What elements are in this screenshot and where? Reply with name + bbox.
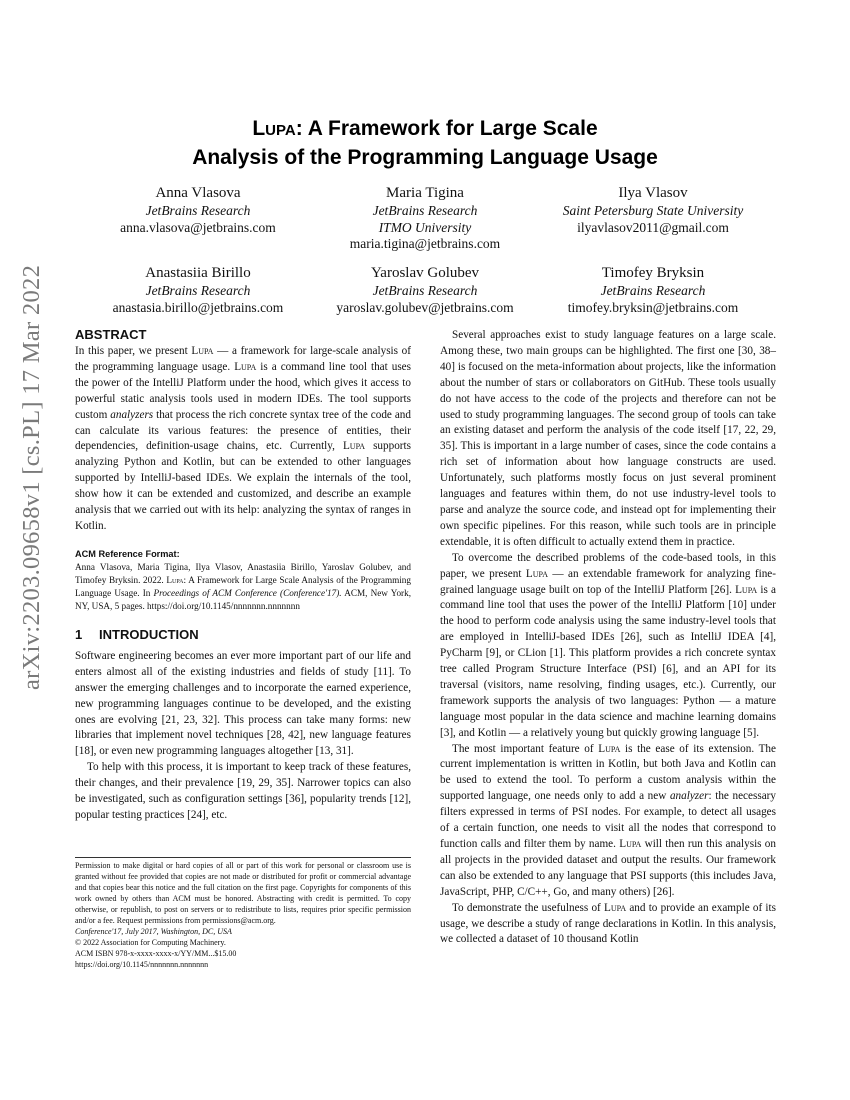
introduction-paragraph: Software engineering becomes an ever more important part of our life and enters almost all of the existing industries and fields of study [11]. To answer the emerging challenges and to incorporate the earned experience, new programming languages continue to be developed, and the existing ones are evolving [21, 23, 32]. This process can take many forms: new libraries that implement novel techniques [28, 42], new language features [18], or even new programming languages altogether [13, 31]. <box>75 649 411 758</box>
body-paragraph: The most important feature of Lupa is the ease of its extension. The current implementation is written in Kotlin, but both Java and Kotlin can be used to extend the tool. To perform a custom analysis within the supported language, one needs only to add a new analyzer: the necessary filters expressed in terms of PSI nodes. For example, to detect all usages of a certain function, one needs to visit all the nodes that correspond to function calls and filter them by name. Lupa will then run this analysis on all projects in the provided dataset and output the results. Our framework can also be extended to any language that PSI supports (this includes Java, JavaScript, PHP, C/C++, Go, and many others) [26]. <box>440 742 776 898</box>
author-affiliation: Saint Petersburg State University <box>562 203 744 218</box>
author-block <box>68 184 328 236</box>
acm-reference-body: Anna Vlasova, Maria Tigina, Ilya Vlasov, Anastasiia Birillo, Yaroslav Golubev, and Timofey Bryksin. 2022. Lupa: A Framework for Large Scale Analysis of the Programming Language Usage. In Proceedings of ACM Conference (Conference'17). ACM, New York, NY, USA, 5 pages. https://doi.org/10.1145/nnnnnnn.nnnnnnn <box>75 561 411 611</box>
author-name: Anastasiia Birillo <box>145 265 251 281</box>
author-block <box>295 184 555 253</box>
author-email: anastasia.birillo@jetbrains.com <box>112 299 284 315</box>
author-block <box>68 264 328 316</box>
conference-info: Conference'17, July 2017, Washington, DC, USA <box>75 927 232 936</box>
author-block <box>295 264 555 316</box>
author-email: ilyavlasov2011@gmail.com <box>577 219 729 235</box>
body-paragraph: To overcome the described problems of the code-based tools, in this paper, we present Lupa — an extendable framework for analyzing fine-grained language usage built on top of the IntelliJ Platform [26]. Lupa is a command line tool that uses the power of the IntelliJ Platform [10] under the hood to perform code analysis using the same industry-level tools that are employed in IntelliJ-based IDEs [26], such as IntelliJ IDEA [4], PyCharm [9], or CLion [1]. This platform provides a rich concrete syntax tree called Program Structure Interface (PSI) [6], and an API for its traversal (visitors, name resolving, finding usages, etc.). Currently, our framework supports the analysis of two languages: Python — a mature language most popular in the data science and machine learning domains [3], and Kotlin — a relatively young but quickly growing language [5]. <box>440 551 776 739</box>
author-name: Anna Vlasova <box>155 185 241 201</box>
paper-title <box>0 114 850 172</box>
right-column <box>440 328 776 948</box>
doi-line: https://doi.org/10.1145/nnnnnnn.nnnnnnn <box>75 960 209 969</box>
title-line1: : A Framework for Large Scale <box>295 117 598 140</box>
introduction-heading: 1 INTRODUCTION <box>75 626 199 642</box>
arxiv-identifier: arXiv:2203.09658v1 [cs.PL] 17 Mar 2022 <box>18 264 45 690</box>
title-line2: Analysis of the Programming Language Usage <box>192 146 658 169</box>
author-affiliation: JetBrains Research <box>145 203 251 218</box>
author-name: Maria Tigina <box>386 185 464 201</box>
left-column <box>75 326 411 824</box>
author-block <box>523 264 783 316</box>
body-paragraph: To demonstrate the usefulness of Lupa and to provide an example of its usage, we describe a study of range declarations in Kotlin. In this analysis, we collected a dataset of 10 thousand Kotlin <box>440 901 776 946</box>
acm-reference-heading: ACM Reference Format: <box>75 548 180 559</box>
author-name: Ilya Vlasov <box>618 185 688 201</box>
author-affiliation: ITMO University <box>378 219 472 235</box>
title-tool-name: Lupa <box>252 117 296 140</box>
author-name: Timofey Bryksin <box>601 265 705 281</box>
author-block <box>523 184 783 236</box>
author-affiliation: JetBrains Research <box>372 283 478 298</box>
author-name: Yaroslav Golubev <box>370 265 480 281</box>
isbn-line: ACM ISBN 978-x-xxxx-xxxx-x/YY/MM...$15.00 <box>75 949 237 958</box>
author-email: timofey.bryksin@jetbrains.com <box>567 299 739 315</box>
author-affiliation: JetBrains Research <box>372 203 478 218</box>
abstract-body: In this paper, we present Lupa — a framework for large-scale analysis of the programming language usage. Lupa is a command line tool that uses the power of the IntelliJ Platform under the hood, which gives it access to powerful static analysis tools used in modern IDEs. The tool supports custom analyzers that process the rich concrete syntax tree of the code and can calculate its various features: the presence of entities, their dependencies, definition-usage chains, etc. Currently, Lupa supports analyzing Python and Kotlin, but can be extended to other languages supported by IntelliJ-based IDEs. We explain the internals of the tool, show how it can be extended and customized, and describe an example analysis that we carried out with its help: analyzing the syntax of ranges in Kotlin. <box>75 345 411 532</box>
body-paragraph: Several approaches exist to study language features on a large scale. Among these, two main groups can be highlighted. The first one [30, 38–40] is focused on the meta-information about projects, like the information about the number of stars or collaborators on GitHub. These tools usually do not have access to the code of the projects and therefore can not be used to study programming languages. The second group of tools can take an existing dataset and perform the analysis of the code itself [17, 22, 29, 35]. This is important in a large number of cases, since the code contains a rich set of information about how language constructs are used. Unfortunately, such platforms mostly focus on just several prominent languages and features within them, do not use industry-level tools to parse and analyze the source code, and instead opt for implementing their own specific pipelines. For this reason, while such tools are in principle extendable, it is often difficult to actually extend them in practice. <box>440 329 776 548</box>
author-email: yaroslav.golubev@jetbrains.com <box>336 299 514 315</box>
copyright-footnote <box>75 857 411 970</box>
author-affiliation: JetBrains Research <box>145 283 251 298</box>
permission-notice: Permission to make digital or hard copies of all or part of this work for personal or classroom use is granted without fee provided that copies are not made or distributed for profit or commercial advantage and that copies bear this notice and the full citation on the first page. Copyrights for components of this work owned by others than ACM must be honored. Abstracting with credit is permitted. To copy otherwise, or republish, to post on servers or to redistribute to lists, requires prior specific permission and/or a fee. Request permissions from permissions@acm.org. <box>75 861 411 925</box>
abstract-heading: ABSTRACT <box>75 327 147 342</box>
author-email: maria.tigina@jetbrains.com <box>349 236 501 251</box>
author-affiliation: JetBrains Research <box>600 283 706 298</box>
copyright-line: © 2022 Association for Computing Machinery. <box>75 938 226 947</box>
introduction-paragraph: To help with this process, it is important to keep track of these features, their changes, and their prevalence [19, 29, 35]. Narrower topics can also be investigated, such as configuration settings [36], popularity trends [12], popular testing practices [24], etc. <box>75 761 411 821</box>
author-email: anna.vlasova@jetbrains.com <box>120 219 276 235</box>
